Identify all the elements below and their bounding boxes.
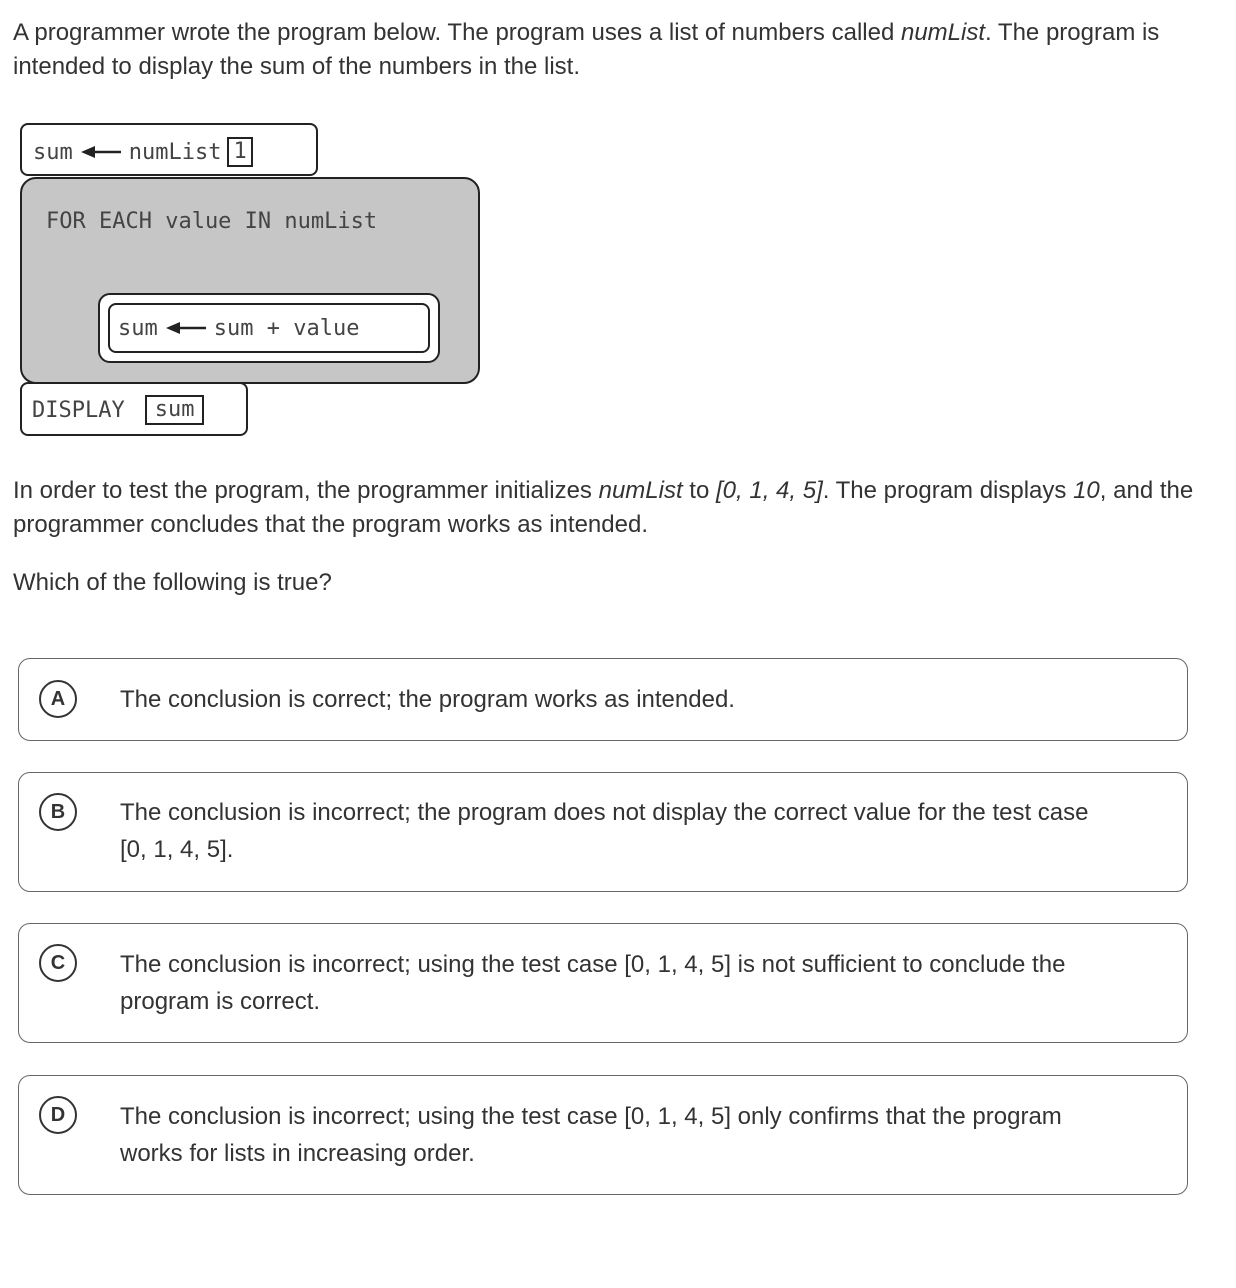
test-text-3: . The program displays [822, 477, 1074, 504]
answer-option-a[interactable] [18, 658, 1188, 741]
intro-var: numList [900, 19, 986, 46]
option-text-b: The conclusion is incorrect; the program does not display the correct value for the test case [0, 1, 4, 5]. [120, 799, 1089, 863]
option-letter-c: C [39, 944, 77, 982]
loop-header: FOR EACH value IN numList [46, 209, 378, 234]
loop-body [98, 293, 440, 363]
answer-option-b[interactable] [18, 772, 1188, 892]
test-result: 10 [1073, 477, 1100, 504]
option-letter-d: D [39, 1096, 77, 1134]
question-intro [13, 16, 1213, 84]
code-assignment-block [20, 123, 318, 176]
code-display-block [20, 382, 248, 436]
test-description [13, 474, 1213, 542]
body-target: sum [118, 315, 158, 341]
init-index: 1 [227, 137, 252, 167]
loop-body-statement [108, 303, 430, 353]
test-text-2: to [682, 477, 716, 504]
option-text-c: The conclusion is incorrect; using the test case [0, 1, 4, 5] is not sufficient to conclude the program is correct. [120, 951, 1066, 1015]
assign-arrow-icon [166, 320, 206, 336]
option-text-a: The conclusion is correct; the program works as intended. [120, 686, 735, 713]
display-arg: sum [145, 395, 205, 425]
intro-text-1: A programmer wrote the program below. The program uses a list of numbers called [13, 19, 901, 46]
test-text-1: In order to test the program, the programmer initializes [13, 477, 599, 504]
test-list: [0, 1, 4, 5] [716, 477, 823, 504]
init-source: numList [128, 139, 222, 165]
option-letter-b: B [39, 793, 77, 831]
option-text-d: The conclusion is incorrect; using the test case [0, 1, 4, 5] only confirms that the program works for lists in increasing order. [120, 1103, 1062, 1167]
test-var: numList [598, 477, 683, 504]
intro-text-2: . The program is intended to display the sum of the numbers in the list. [13, 19, 1160, 80]
display-keyword: DISPLAY [32, 397, 125, 423]
test-text-4: , and the programmer concludes that the program works as intended. [13, 477, 1194, 538]
question-prompt: Which of the following is true? [13, 569, 332, 596]
assign-arrow-icon [81, 144, 121, 160]
body-expression: sum + value [213, 315, 360, 341]
code-loop-block [20, 177, 480, 384]
option-letter-a: A [39, 680, 77, 718]
init-target: sum [33, 139, 73, 165]
answer-option-c[interactable] [18, 923, 1188, 1043]
answer-option-d[interactable] [18, 1075, 1188, 1195]
